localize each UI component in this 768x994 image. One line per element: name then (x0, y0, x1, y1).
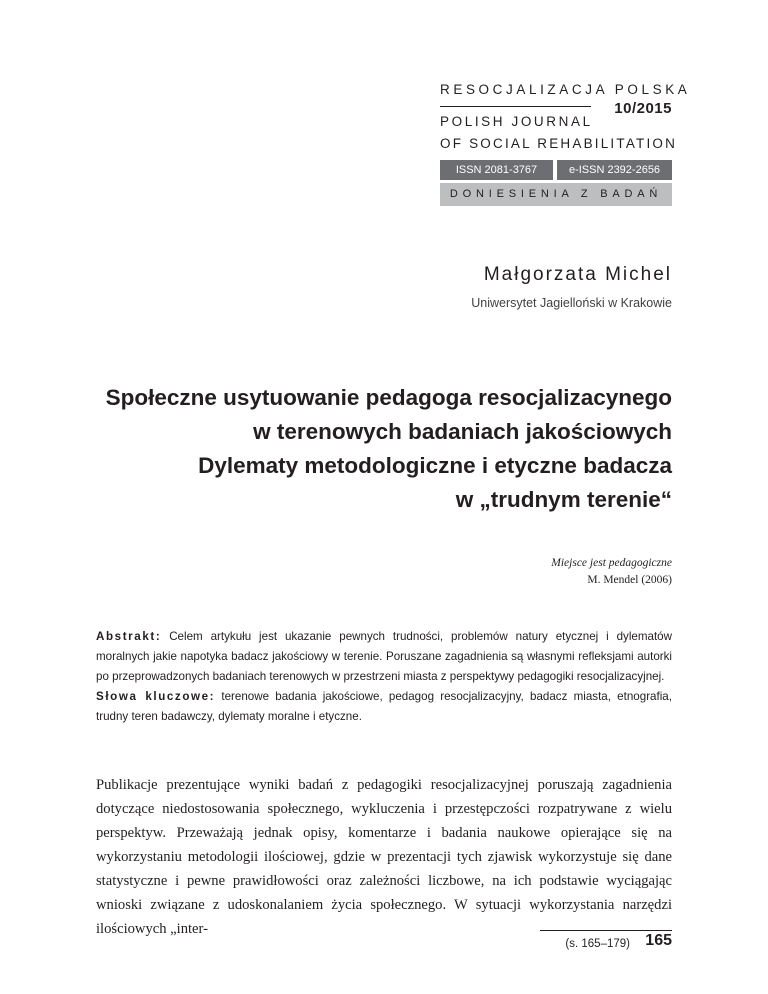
motto (551, 555, 672, 589)
author-name: Małgorzata Michel (483, 264, 672, 285)
abstract-text: Celem artykułu jest ukazanie pewnych trudności, problemów natury etycznej i dylematów moralnych jakie napotyka badacz jakościowy w terenie. Poruszane zagadnienia są własnymi refleksjami autorki po przeprowadzonych badaniach terenowych w przestrzeni miasta z perspektywy pedagogiki resocjalizacyjnej. (96, 630, 672, 683)
body-paragraph: Publikacje prezentujące wyniki badań z pedagogiki resocjalizacyjnej poruszają zagadnienia dotyczące niedostosowania społecznego, wykluczenia i przestępczości rozpatrywane z wielu perspektyw. Przeważają jednak opisy, komentarze i badania naukowe opierające się na wykorzystaniu metodologii ilościowej, gdzie w prezentacji tych zjawisk wykorzystuje się dane statystyczne i pewne prawidłowości oraz zależności liczbowe, na ich podstawie wyciągając wnioski związane z udoskonalaniem życia społecznego. W sytuacji wykorzystania narzędzi ilościowych „inter- (96, 777, 672, 937)
section-label: DONIESIENIA Z BADAŃ (440, 183, 672, 206)
motto-quote: Miejsce jest pedagogiczne (551, 557, 672, 569)
keywords-text: terenowe badania jakościowe, pedagog resocjalizacyjny, badacz miasta, etnografia, trudny teren badawczy, dylematy moralne i etyczne. (96, 690, 672, 723)
journal-name-polish: RESOCJALIZACJA POLSKA (440, 82, 691, 97)
article-title (52, 381, 672, 517)
page-range: (s. 165–179) (565, 938, 630, 950)
issn-badge: ISSN 2081-3767 (440, 160, 553, 180)
keywords-label: Słowa kluczowe: (96, 690, 216, 703)
journal-name-english-line1: POLISH JOURNAL (440, 114, 593, 129)
motto-source: M. Mendel (2006) (587, 574, 672, 586)
journal-name-english-line2: OF SOCIAL REHABILITATION (440, 136, 678, 151)
journal-issue: 10/2015 (614, 100, 672, 117)
eissn-badge: e-ISSN 2392-2656 (557, 160, 672, 180)
page-number: 165 (645, 932, 672, 949)
title-line: Dylematy metodologiczne i etyczne badacza (198, 453, 672, 478)
footer-rule (540, 930, 672, 931)
keywords-paragraph (96, 687, 672, 727)
abstract-paragraph (96, 627, 672, 687)
title-line: w terenowych badaniach jakościowych (253, 419, 672, 444)
abstract-block (96, 627, 672, 727)
masthead-rule (440, 106, 591, 107)
title-line: w „trudnym terenie“ (455, 487, 672, 512)
author-affiliation: Uniwersytet Jagielloński w Krakowie (471, 296, 672, 310)
title-line: Społeczne usytuowanie pedagoga resocjalizacynego (105, 385, 672, 410)
abstract-label: Abstrakt: (96, 630, 162, 643)
